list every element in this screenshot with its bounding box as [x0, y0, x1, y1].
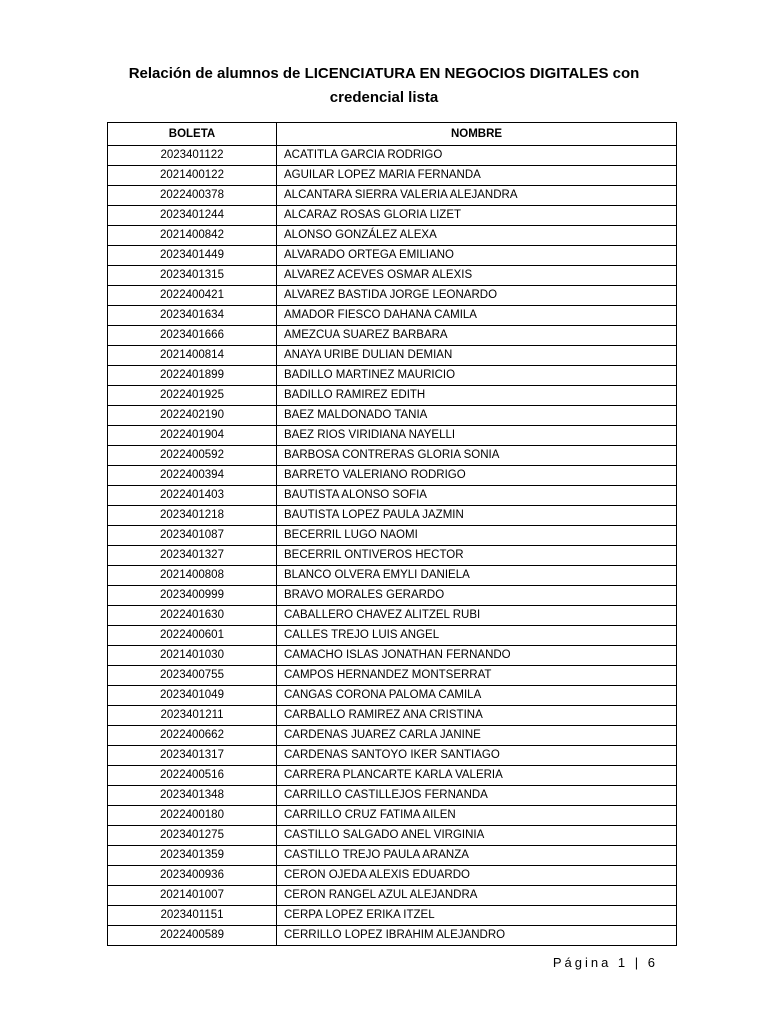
table-row	[108, 926, 677, 946]
table-row	[108, 186, 677, 206]
boleta-cell: 2021400842	[108, 226, 277, 246]
nombre-cell: CERRILLO LOPEZ IBRAHIM ALEJANDRO	[277, 926, 677, 946]
header-nombre: NOMBRE	[277, 123, 677, 146]
table-row	[108, 626, 677, 646]
nombre-cell: BAEZ MALDONADO TANIA	[277, 406, 677, 426]
table-row	[108, 386, 677, 406]
table-row	[108, 166, 677, 186]
table-row	[108, 446, 677, 466]
boleta-cell: 2022402190	[108, 406, 277, 426]
page-number: Página 1 | 6	[552, 955, 658, 970]
boleta-cell: 2022400421	[108, 286, 277, 306]
table-row	[108, 326, 677, 346]
boleta-cell: 2022401904	[108, 426, 277, 446]
table-row	[108, 606, 677, 626]
nombre-cell: ALVARADO ORTEGA EMILIANO	[277, 246, 677, 266]
table-row	[108, 346, 677, 366]
table-row	[108, 366, 677, 386]
nombre-cell: BAEZ RIOS VIRIDIANA NAYELLI	[277, 426, 677, 446]
table-row	[108, 726, 677, 746]
nombre-cell: CERON OJEDA ALEXIS EDUARDO	[277, 866, 677, 886]
nombre-cell: CARRERA PLANCARTE KARLA VALERIA	[277, 766, 677, 786]
table-row	[108, 466, 677, 486]
boleta-cell: 2022400180	[108, 806, 277, 826]
nombre-cell: CARRILLO CRUZ FATIMA AILEN	[277, 806, 677, 826]
table-row	[108, 866, 677, 886]
boleta-cell: 2023401666	[108, 326, 277, 346]
table-row	[108, 506, 677, 526]
table-body	[108, 146, 677, 946]
boleta-cell: 2021400814	[108, 346, 277, 366]
table-row	[108, 526, 677, 546]
boleta-cell: 2022400592	[108, 446, 277, 466]
table-row	[108, 286, 677, 306]
boleta-cell: 2022400378	[108, 186, 277, 206]
nombre-cell: CARBALLO RAMIREZ ANA CRISTINA	[277, 706, 677, 726]
nombre-cell: CARDENAS JUAREZ CARLA JANINE	[277, 726, 677, 746]
boleta-cell: 2023401634	[108, 306, 277, 326]
nombre-cell: CERPA LOPEZ ERIKA ITZEL	[277, 906, 677, 926]
table-row	[108, 666, 677, 686]
boleta-cell: 2023401049	[108, 686, 277, 706]
nombre-cell: ALONSO GONZÁLEZ ALEXA	[277, 226, 677, 246]
boleta-cell: 2021401007	[108, 886, 277, 906]
title-line-1: Relación de alumnos de LICENCIATURA EN NEGOCIOS DIGITALES con	[128, 65, 640, 82]
boleta-cell: 2023401327	[108, 546, 277, 566]
table-row	[108, 406, 677, 426]
nombre-cell: CAMACHO ISLAS JONATHAN FERNANDO	[277, 646, 677, 666]
boleta-cell: 2022400662	[108, 726, 277, 746]
table-row	[108, 806, 677, 826]
nombre-cell: BARBOSA CONTRERAS GLORIA SONIA	[277, 446, 677, 466]
table-row	[108, 826, 677, 846]
table-row	[108, 886, 677, 906]
boleta-cell: 2023401218	[108, 506, 277, 526]
table-row	[108, 266, 677, 286]
boleta-cell: 2023401315	[108, 266, 277, 286]
document-title	[0, 62, 768, 110]
header-boleta: BOLETA	[108, 123, 277, 146]
boleta-cell: 2021400808	[108, 566, 277, 586]
table-row	[108, 306, 677, 326]
table-row	[108, 146, 677, 166]
table-row	[108, 426, 677, 446]
table-row	[108, 206, 677, 226]
boleta-cell: 2023401449	[108, 246, 277, 266]
nombre-cell: ACATITLA GARCIA RODRIGO	[277, 146, 677, 166]
nombre-cell: BADILLO RAMIREZ EDITH	[277, 386, 677, 406]
title-line-2: credencial lista	[329, 89, 439, 106]
boleta-cell: 2022401899	[108, 366, 277, 386]
table-row	[108, 686, 677, 706]
nombre-cell: BADILLO MARTINEZ MAURICIO	[277, 366, 677, 386]
table-row	[108, 846, 677, 866]
nombre-cell: CAMPOS HERNANDEZ MONTSERRAT	[277, 666, 677, 686]
nombre-cell: CANGAS CORONA PALOMA CAMILA	[277, 686, 677, 706]
table-row	[108, 226, 677, 246]
boleta-cell: 2022400394	[108, 466, 277, 486]
student-table	[107, 122, 677, 946]
table-row	[108, 566, 677, 586]
nombre-cell: ANAYA URIBE DULIAN DEMIAN	[277, 346, 677, 366]
nombre-cell: AGUILAR LOPEZ MARIA FERNANDA	[277, 166, 677, 186]
nombre-cell: ALCARAZ ROSAS GLORIA LIZET	[277, 206, 677, 226]
table-row	[108, 586, 677, 606]
boleta-cell: 2023401317	[108, 746, 277, 766]
nombre-cell: BECERRIL ONTIVEROS HECTOR	[277, 546, 677, 566]
boleta-cell: 2022401925	[108, 386, 277, 406]
nombre-cell: CERON RANGEL AZUL ALEJANDRA	[277, 886, 677, 906]
nombre-cell: BAUTISTA LOPEZ PAULA JAZMIN	[277, 506, 677, 526]
table-row	[108, 906, 677, 926]
boleta-cell: 2023401348	[108, 786, 277, 806]
table-row	[108, 546, 677, 566]
boleta-cell: 2023401211	[108, 706, 277, 726]
table-row	[108, 766, 677, 786]
nombre-cell: CARDENAS SANTOYO IKER SANTIAGO	[277, 746, 677, 766]
nombre-cell: ALVAREZ ACEVES OSMAR ALEXIS	[277, 266, 677, 286]
nombre-cell: CABALLERO CHAVEZ ALITZEL RUBI	[277, 606, 677, 626]
boleta-cell: 2022400601	[108, 626, 277, 646]
boleta-cell: 2022400516	[108, 766, 277, 786]
nombre-cell: ALVAREZ BASTIDA JORGE LEONARDO	[277, 286, 677, 306]
table-row	[108, 786, 677, 806]
boleta-cell: 2023401275	[108, 826, 277, 846]
boleta-cell: 2022401630	[108, 606, 277, 626]
nombre-cell: BAUTISTA ALONSO SOFIA	[277, 486, 677, 506]
nombre-cell: CASTILLO TREJO PAULA ARANZA	[277, 846, 677, 866]
nombre-cell: CARRILLO CASTILLEJOS FERNANDA	[277, 786, 677, 806]
boleta-cell: 2022400589	[108, 926, 277, 946]
boleta-cell: 2023401122	[108, 146, 277, 166]
boleta-cell: 2023400755	[108, 666, 277, 686]
nombre-cell: AMEZCUA SUAREZ BARBARA	[277, 326, 677, 346]
nombre-cell: BLANCO OLVERA EMYLI DANIELA	[277, 566, 677, 586]
table-row	[108, 246, 677, 266]
boleta-cell: 2022401403	[108, 486, 277, 506]
table-row	[108, 486, 677, 506]
boleta-cell: 2023401151	[108, 906, 277, 926]
nombre-cell: BECERRIL LUGO NAOMI	[277, 526, 677, 546]
nombre-cell: BRAVO MORALES GERARDO	[277, 586, 677, 606]
nombre-cell: CALLES TREJO LUIS ANGEL	[277, 626, 677, 646]
boleta-cell: 2023401087	[108, 526, 277, 546]
nombre-cell: ALCANTARA SIERRA VALERIA ALEJANDRA	[277, 186, 677, 206]
nombre-cell: CASTILLO SALGADO ANEL VIRGINIA	[277, 826, 677, 846]
boleta-cell: 2023401244	[108, 206, 277, 226]
boleta-cell: 2021401030	[108, 646, 277, 666]
table-row	[108, 746, 677, 766]
boleta-cell: 2021400122	[108, 166, 277, 186]
boleta-cell: 2023401359	[108, 846, 277, 866]
boleta-cell: 2023400936	[108, 866, 277, 886]
nombre-cell: BARRETO VALERIANO RODRIGO	[277, 466, 677, 486]
table-row	[108, 646, 677, 666]
table-row	[108, 706, 677, 726]
nombre-cell: AMADOR FIESCO DAHANA CAMILA	[277, 306, 677, 326]
table-header-row	[108, 123, 677, 146]
boleta-cell: 2023400999	[108, 586, 277, 606]
